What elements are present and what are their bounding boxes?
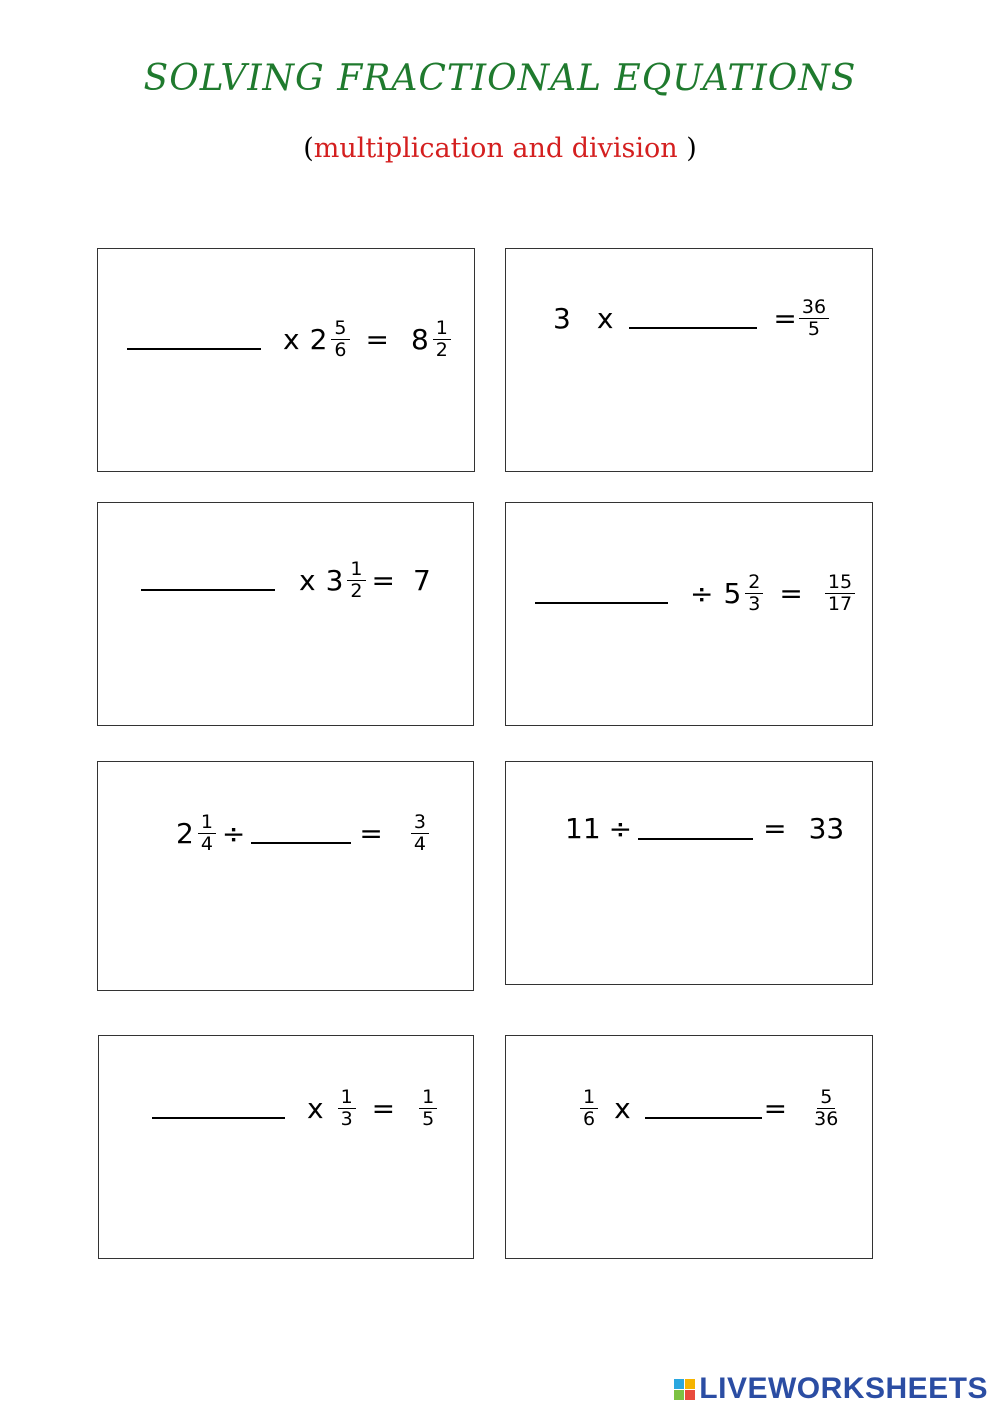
result-number: 7	[412, 563, 431, 597]
fraction: $\frac{2}{3}$	[745, 572, 763, 615]
equation-5	[176, 812, 431, 855]
fraction: $\frac{15}{17}$	[825, 572, 855, 615]
equals-sign: =	[773, 301, 797, 335]
fraction: $\frac{3}{4}$	[411, 812, 429, 855]
equals-sign: =	[359, 816, 383, 850]
operator: x	[307, 1091, 324, 1125]
subtitle-text: multiplication and division	[313, 133, 678, 164]
equals-sign: =	[371, 563, 395, 597]
fraction: $\frac{5}{36}$	[814, 1086, 839, 1130]
equation-4	[535, 572, 857, 615]
equals-sign: =	[371, 1091, 396, 1125]
operator: x	[614, 1091, 631, 1125]
equation-1	[127, 318, 453, 361]
lead-number: 3	[553, 301, 571, 335]
problem-box-6	[505, 761, 873, 985]
answer-blank-8[interactable]	[645, 1097, 762, 1119]
answer-blank-3[interactable]	[141, 569, 275, 591]
problem-box-5	[97, 761, 474, 991]
fraction: $\frac{1}{2}$	[347, 559, 365, 602]
whole-number: 2	[176, 816, 194, 850]
operator: ÷	[608, 812, 633, 845]
answer-blank-2[interactable]	[629, 307, 757, 329]
operator: x	[283, 322, 300, 356]
operator: x	[299, 563, 316, 597]
whole-number: 5	[723, 576, 742, 610]
equals-sign: =	[365, 322, 389, 356]
answer-blank-7[interactable]	[152, 1097, 285, 1119]
operator: x	[596, 301, 614, 335]
answer-blank-6[interactable]	[638, 818, 753, 840]
equals-sign: =	[779, 576, 803, 610]
fraction: $\frac{1}{6}$	[580, 1087, 598, 1130]
problem-box-7	[98, 1035, 474, 1259]
problem-box-3	[97, 502, 474, 726]
whole-number: 8	[410, 322, 429, 356]
operator: ÷	[221, 816, 246, 850]
fraction: $\frac{1}{5}$	[419, 1087, 437, 1130]
operator: ÷	[690, 576, 714, 610]
problem-box-2	[505, 248, 873, 472]
problem-box-8	[505, 1035, 873, 1259]
equation-3	[141, 559, 431, 602]
fraction: $\frac{1}{3}$	[338, 1087, 356, 1130]
fraction: $\frac{1}{4}$	[198, 812, 216, 855]
answer-blank-1[interactable]	[127, 328, 261, 350]
equation-7	[152, 1087, 439, 1130]
equation-8	[578, 1087, 843, 1130]
whole-number: 2	[309, 322, 328, 356]
logo-text: LIVEWORKSHEETS	[699, 1372, 988, 1405]
subtitle-open-paren: (	[303, 133, 314, 164]
liveworksheets-logo[interactable]	[674, 1372, 988, 1406]
equals-sign: =	[763, 812, 787, 845]
answer-blank-4[interactable]	[535, 582, 668, 604]
fraction: $\frac{1}{2}$	[433, 318, 451, 361]
subtitle-close-paren: )	[677, 133, 697, 164]
worksheet-subtitle	[0, 133, 1000, 164]
answer-blank-5[interactable]	[251, 822, 351, 844]
liveworksheets-logo-icon	[674, 1379, 695, 1400]
fraction: $\frac{36}{5}$	[799, 297, 829, 340]
fraction: $\frac{5}{6}$	[331, 318, 349, 361]
whole-number: 3	[325, 563, 344, 597]
worksheet-title: SOLVING FRACTIONAL EQUATIONS	[143, 58, 857, 99]
equals-sign: =	[763, 1091, 788, 1125]
lead-number: 11	[565, 812, 601, 845]
equation-2	[553, 297, 831, 340]
equation-6	[565, 812, 844, 845]
result-number: 33	[808, 812, 845, 845]
